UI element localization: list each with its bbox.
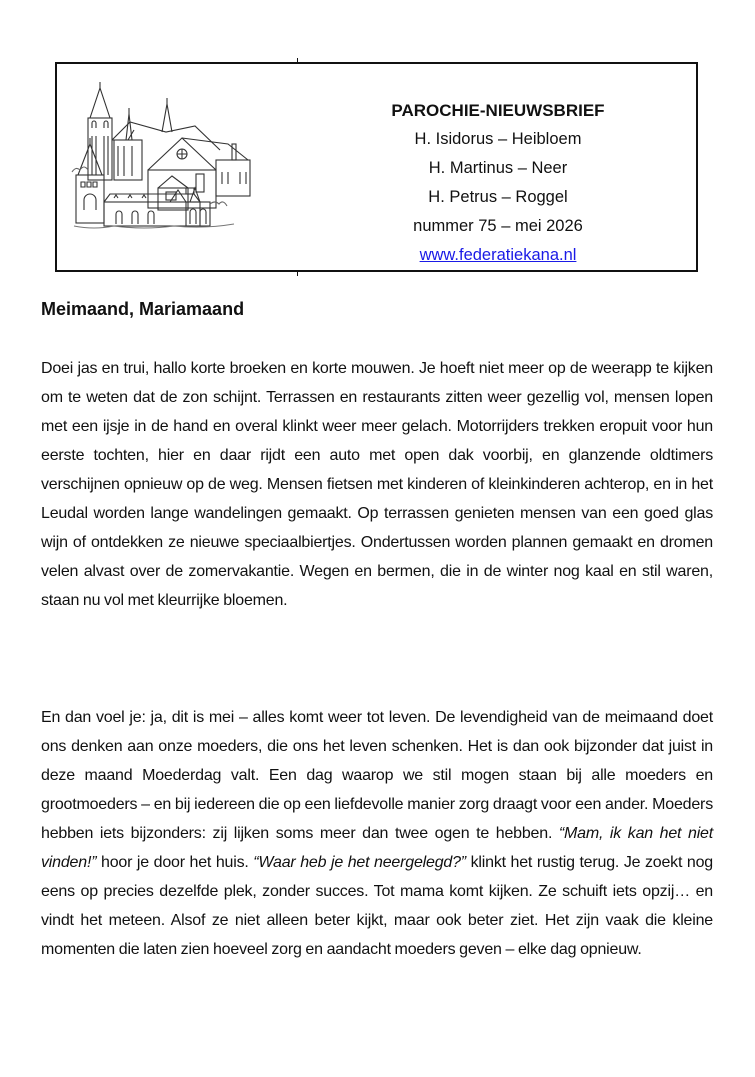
- article-heading: Meimaand, Mariamaand: [41, 299, 245, 319]
- parish-line: H. Isidorus – Heibloem: [414, 130, 582, 148]
- paragraph-text: klinkt het rustig terug. Je zoekt nog eens op precies dezelfde plek, zonder succes. Tot mama komt kijken. Ze schuift iets opzij… en vindt het meteen. Alsof ze niet alleen beter kijkt, maar ook beter ziet. Het zijn vaak die kleine momenten die laten zien hoeveel zorg en aandacht moeders geven – elke dag opnieuw.: [41, 854, 713, 958]
- article: [41, 295, 713, 958]
- paragraph-text: En dan voel je: ja, dit is mei – alles komt weer tot leven. De levendigheid van de meimaand doet ons denken aan onze moeders, die ons het leven schenken. Het is dan ook bijzonder dat juist in deze maand Moederdag valt. Een dag waarop we stil mogen staan bij alle moeders en grootmoeders – en bij iedereen die op een liefdevolle manier zorg draagt voor een ander. Moeders hebben iets bijzonders: zij lijken soms meer dan twee ogen te hebben.: [41, 709, 713, 842]
- parish-line: H. Petrus – Roggel: [428, 188, 568, 206]
- masthead: [340, 96, 656, 270]
- quote: “Waar heb je het neergelegd?”: [253, 854, 466, 871]
- border-tick: [297, 58, 298, 62]
- border-tick: [297, 272, 298, 276]
- article-paragraph: [41, 703, 713, 964]
- paragraph-text: hoor je door het huis.: [96, 854, 254, 871]
- issue-info: nummer 75 – mei 2026: [413, 217, 583, 235]
- church-drawing-icon: [70, 80, 260, 230]
- parish-line: H. Martinus – Neer: [428, 159, 568, 177]
- quote: “Mam, ik kan het niet vinden!”: [41, 825, 713, 871]
- article-paragraph: Doei jas en trui, hallo korte broeken en korte mouwen. Je hoeft niet meer op de weerapp te kijken om te weten dat de zon schijnt. Terrassen en restaurants zitten weer gezellig vol, mensen lopen met een ijsje in de hand en overal klinkt weer meer gelach. Motorrijders trekken eropuit voor hun eerste tochten, hier en daar rijdt een auto met open dak voorbij, en glanzende oldtimers verschijnen opnieuw op de weg. Mensen fietsen met kinderen of kleinkinderen achterop, en in het Leudal worden lange wandelingen gemaakt. Op terrassen genieten mensen van een goed glas wijn of ontdekken ze nieuwe speciaalbiertjes. Ondertussen worden plannen gemaakt en dromen velen alvast over de zomervakantie. Wegen en bermen, die in de winter nog kaal en stil waren, staan nu vol met kleurrijke bloemen.: [41, 360, 713, 609]
- newsletter-title: PAROCHIE-NIEUWSBRIEF: [391, 101, 605, 120]
- website-link[interactable]: www.federatiekana.nl: [419, 246, 577, 264]
